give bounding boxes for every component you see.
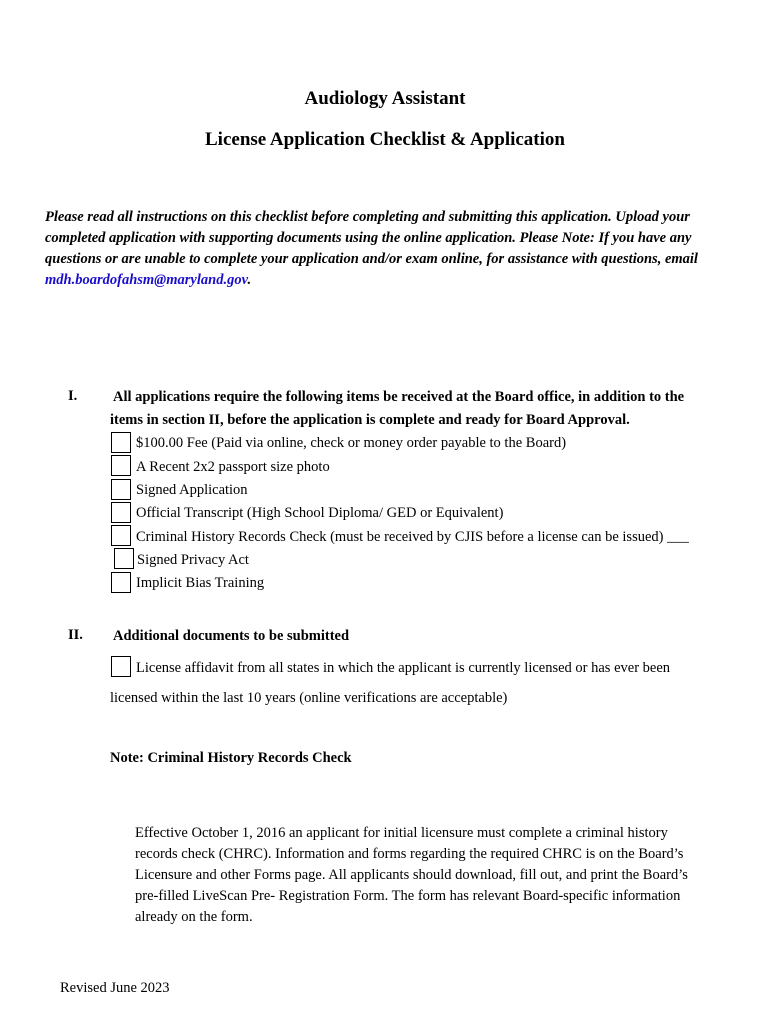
checklist-item-license-affidavit-cont: licensed within the last 10 years (online verifications are acceptable) [110,690,508,706]
instructions-paragraph [45,207,730,291]
checkbox-transcript[interactable] [111,502,131,523]
checklist-item-implicit-bias: Implicit Bias Training [136,575,265,591]
checkbox-criminal-history[interactable] [111,525,131,546]
document-subtitle: License Application Checklist & Application [205,129,565,150]
checklist-item-privacy-act: Signed Privacy Act [137,552,249,568]
section-1-heading-line1: All applications require the following items be received at the Board office, in addition to the [113,389,685,405]
checklist-item-signed-application: Signed Application [136,482,248,498]
checkbox-photo[interactable] [111,455,131,476]
note-line: records check (CHRC). Information and forms regarding the required CHRC is on the Board’s [135,846,684,862]
checklist-item-transcript: Official Transcript (High School Diploma/ GED or Equivalent) [136,505,504,521]
checkbox-license-affidavit[interactable] [111,656,131,677]
note-line: Effective October 1, 2016 an applicant for initial licensure must complete a criminal history [135,825,668,841]
checklist-item-fee: $100.00 Fee (Paid via online, check or money order payable to the Board) [136,435,567,451]
checklist-item-license-affidavit: License affidavit from all states in which the applicant is currently licensed or has ever been [136,660,671,676]
checkbox-privacy-act[interactable] [114,548,134,569]
checkbox-fee[interactable] [111,432,131,453]
note-paragraph [135,823,735,928]
section-2-heading: Additional documents to be submitted [113,628,350,644]
board-email-link[interactable]: mdh.boardofahsm@maryland.gov [45,272,248,288]
section-1-numeral: I. [68,388,78,404]
checklist-item-photo: A Recent 2x2 passport size photo [136,459,330,475]
section-1-heading-line2: items in section II, before the application is complete and ready for Board Approval. [110,412,630,428]
note-heading: Note: Criminal History Records Check [110,750,352,766]
checkbox-signed-application[interactable] [111,479,131,500]
section-2-numeral: II. [68,627,83,643]
note-line: Licensure and other Forms page. All applicants should download, fill out, and print the Board’s [135,867,688,883]
note-line: pre-filled LiveScan Pre- Registration Form. The form has relevant Board-specific information [135,888,681,904]
checkbox-implicit-bias[interactable] [111,572,131,593]
note-line: already on the form. [135,909,253,925]
instructions-text: Please read all instructions on this checklist before completing and submitting this application. Upload your completed application with supporting documents using the online application. Please Note: If you have any questions or are unable to complete your application and/or exam online, for assistance with questions, email [45,209,698,267]
checklist-item-criminal-history: Criminal History Records Check (must be received by CJIS before a license can be issued) ___ [136,529,689,545]
revised-date: Revised June 2023 [60,980,170,996]
document-title: Audiology Assistant [304,88,466,109]
instructions-end: . [247,272,252,288]
